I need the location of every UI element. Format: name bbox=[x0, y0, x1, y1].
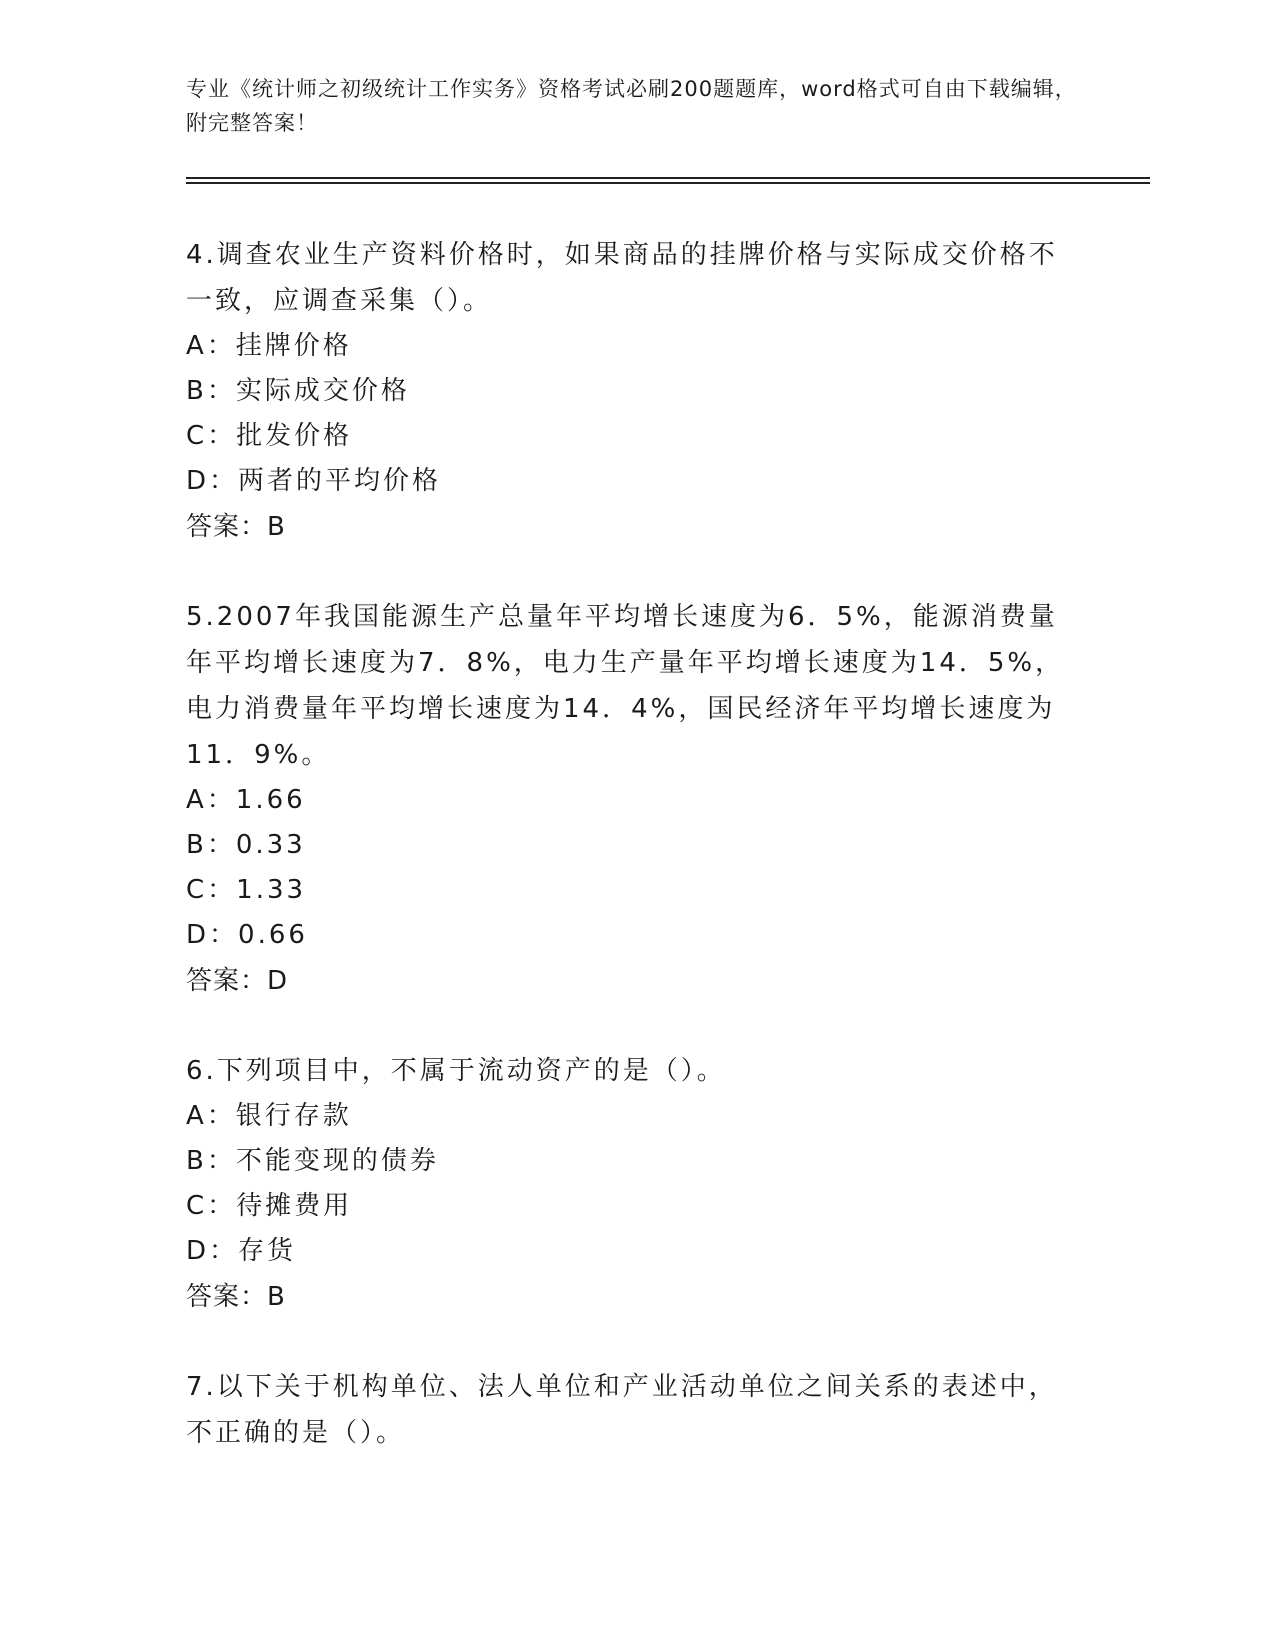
option-c: C：1.33 bbox=[186, 875, 307, 905]
option-a: A：银行存款 bbox=[186, 1101, 352, 1131]
option-b: B：实际成交价格 bbox=[186, 376, 410, 406]
option-c: C：批发价格 bbox=[186, 421, 353, 451]
document-title: 专业《统计师之初级统计工作实务》资格考试必刷200题题库，word格式可自由下载编辑，附完整答案！ bbox=[186, 77, 1077, 135]
question-7 bbox=[186, 1364, 1086, 1456]
header-divider-top bbox=[186, 177, 1150, 179]
option-b: B：不能变现的债券 bbox=[186, 1146, 439, 1176]
question-stem: 6.下列项目中，不属于流动资产的是（）。 bbox=[186, 1056, 726, 1086]
question-5 bbox=[186, 594, 1086, 1004]
header-divider-bottom bbox=[186, 182, 1150, 184]
option-d: D：存货 bbox=[186, 1236, 297, 1266]
answer-label: 答案：D bbox=[186, 966, 289, 996]
question-6 bbox=[186, 1048, 1086, 1320]
answer-label: 答案：B bbox=[186, 512, 286, 542]
question-stem: 7.以下关于机构单位、法人单位和产业活动单位之间关系的表述中，不正确的是（）。 bbox=[186, 1372, 1058, 1448]
option-b: B：0.33 bbox=[186, 830, 306, 860]
option-a: A：1.66 bbox=[186, 785, 306, 815]
option-d: D：0.66 bbox=[186, 920, 308, 950]
option-d: D：两者的平均价格 bbox=[186, 466, 442, 496]
question-4 bbox=[186, 232, 1086, 550]
question-list bbox=[186, 232, 1086, 1500]
answer-label: 答案：B bbox=[186, 1282, 286, 1312]
option-c: C：待摊费用 bbox=[186, 1191, 353, 1221]
question-stem: 4.调查农业生产资料价格时，如果商品的挂牌价格与实际成交价格不一致，应调查采集（）。 bbox=[186, 240, 1058, 316]
question-stem: 5.2007年我国能源生产总量年平均增长速度为6．5%，能源消费量年平均增长速度为7．8%，电力生产量年平均增长速度为14．5%，电力消费量年平均增长速度为14．4%，国民经济年平均增长速度为11．9%。 bbox=[186, 602, 1065, 770]
option-a: A：挂牌价格 bbox=[186, 331, 352, 361]
